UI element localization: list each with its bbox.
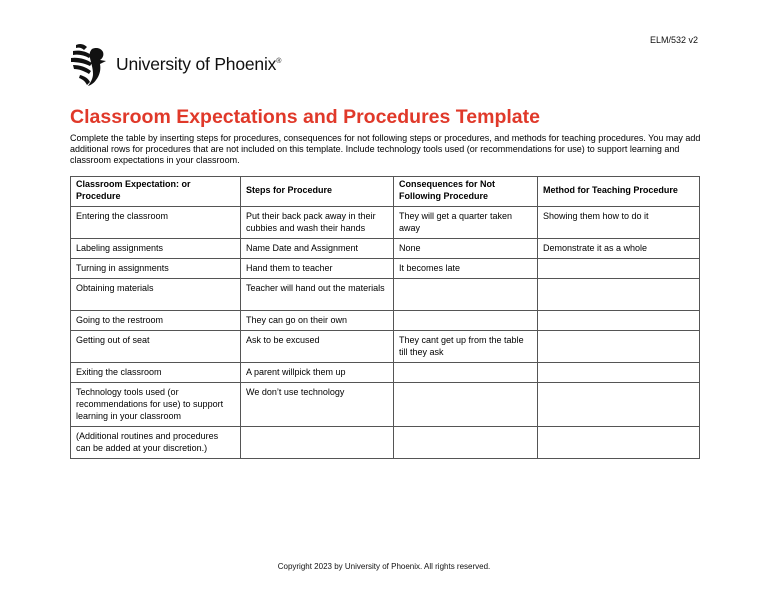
logo-wordmark: University of Phoenix® <box>116 53 282 74</box>
table-header-row <box>71 177 700 207</box>
table-cell[interactable] <box>538 331 700 363</box>
table-row <box>71 311 700 331</box>
table-cell[interactable]: (Additional routines and procedures can be added at your discretion.) <box>71 427 241 459</box>
table-cell[interactable]: Obtaining materials <box>71 279 241 311</box>
table-cell[interactable] <box>394 363 538 383</box>
instructions-paragraph: Complete the table by inserting steps for procedures, consequences for not following steps or procedures, and methods for teaching procedures. You may add additional rows for procedures that are not included on this template. Include technology tools used (or recommendations for use) to support learning and classroom expectations in your classroom. <box>70 133 701 165</box>
table-cell[interactable] <box>394 383 538 427</box>
phoenix-bird-icon <box>70 41 110 87</box>
table-cell[interactable] <box>538 259 700 279</box>
table-cell[interactable] <box>538 427 700 459</box>
table-cell[interactable]: We don’t use technology <box>241 383 394 427</box>
table-cell[interactable]: They cant get up from the table till they ask <box>394 331 538 363</box>
table-cell[interactable] <box>538 279 700 311</box>
table-cell[interactable] <box>394 311 538 331</box>
column-header-consequences: Consequences for Not Following Procedure <box>394 177 538 207</box>
table-row <box>71 331 700 363</box>
column-header-steps: Steps for Procedure <box>241 177 394 207</box>
table-cell[interactable]: Labeling assignments <box>71 239 241 259</box>
table-cell[interactable]: Turning in assignments <box>71 259 241 279</box>
table-row <box>71 383 700 427</box>
table-cell[interactable] <box>394 279 538 311</box>
table-row <box>71 259 700 279</box>
table-row <box>71 363 700 383</box>
table-cell[interactable]: Put their back pack away in their cubbies and wash their hands <box>241 207 394 239</box>
table-cell[interactable]: Getting out of seat <box>71 331 241 363</box>
table-cell[interactable] <box>394 427 538 459</box>
university-logo <box>70 41 281 87</box>
table-cell[interactable]: They will get a quarter taken away <box>394 207 538 239</box>
table-cell[interactable]: Exiting the classroom <box>71 363 241 383</box>
column-header-expectation: Classroom Expectation: or Procedure <box>71 177 241 207</box>
table-cell[interactable]: Teacher will hand out the materials <box>241 279 394 311</box>
table-cell[interactable]: Entering the classroom <box>71 207 241 239</box>
page-title: Classroom Expectations and Procedures Template <box>70 106 540 128</box>
table-row <box>71 239 700 259</box>
table-row <box>71 427 700 459</box>
copyright-footer: Copyright 2023 by University of Phoenix. All rights reserved. <box>277 562 491 571</box>
table-cell[interactable]: Ask to be excused <box>241 331 394 363</box>
table-cell[interactable]: None <box>394 239 538 259</box>
table-cell[interactable] <box>538 311 700 331</box>
table-cell[interactable]: Going to the restroom <box>71 311 241 331</box>
column-header-method: Method for Teaching Procedure <box>538 177 700 207</box>
document-code: ELM/532 v2 <box>649 35 698 45</box>
table-cell[interactable]: Hand them to teacher <box>241 259 394 279</box>
table-cell[interactable]: Showing them how to do it <box>538 207 700 239</box>
table-cell[interactable]: Name Date and Assignment <box>241 239 394 259</box>
expectations-table <box>70 176 700 459</box>
table-row <box>71 207 700 239</box>
table-cell[interactable]: A parent willpick them up <box>241 363 394 383</box>
table-cell[interactable] <box>538 363 700 383</box>
table-cell[interactable] <box>241 427 394 459</box>
table-row <box>71 279 700 311</box>
table-cell[interactable]: They can go on their own <box>241 311 394 331</box>
table-cell[interactable] <box>538 383 700 427</box>
table-cell[interactable]: Technology tools used (or recommendations for use) to support learning in your classroom <box>71 383 241 427</box>
table-cell[interactable]: Demonstrate it as a whole <box>538 239 700 259</box>
table-cell[interactable]: It becomes late <box>394 259 538 279</box>
